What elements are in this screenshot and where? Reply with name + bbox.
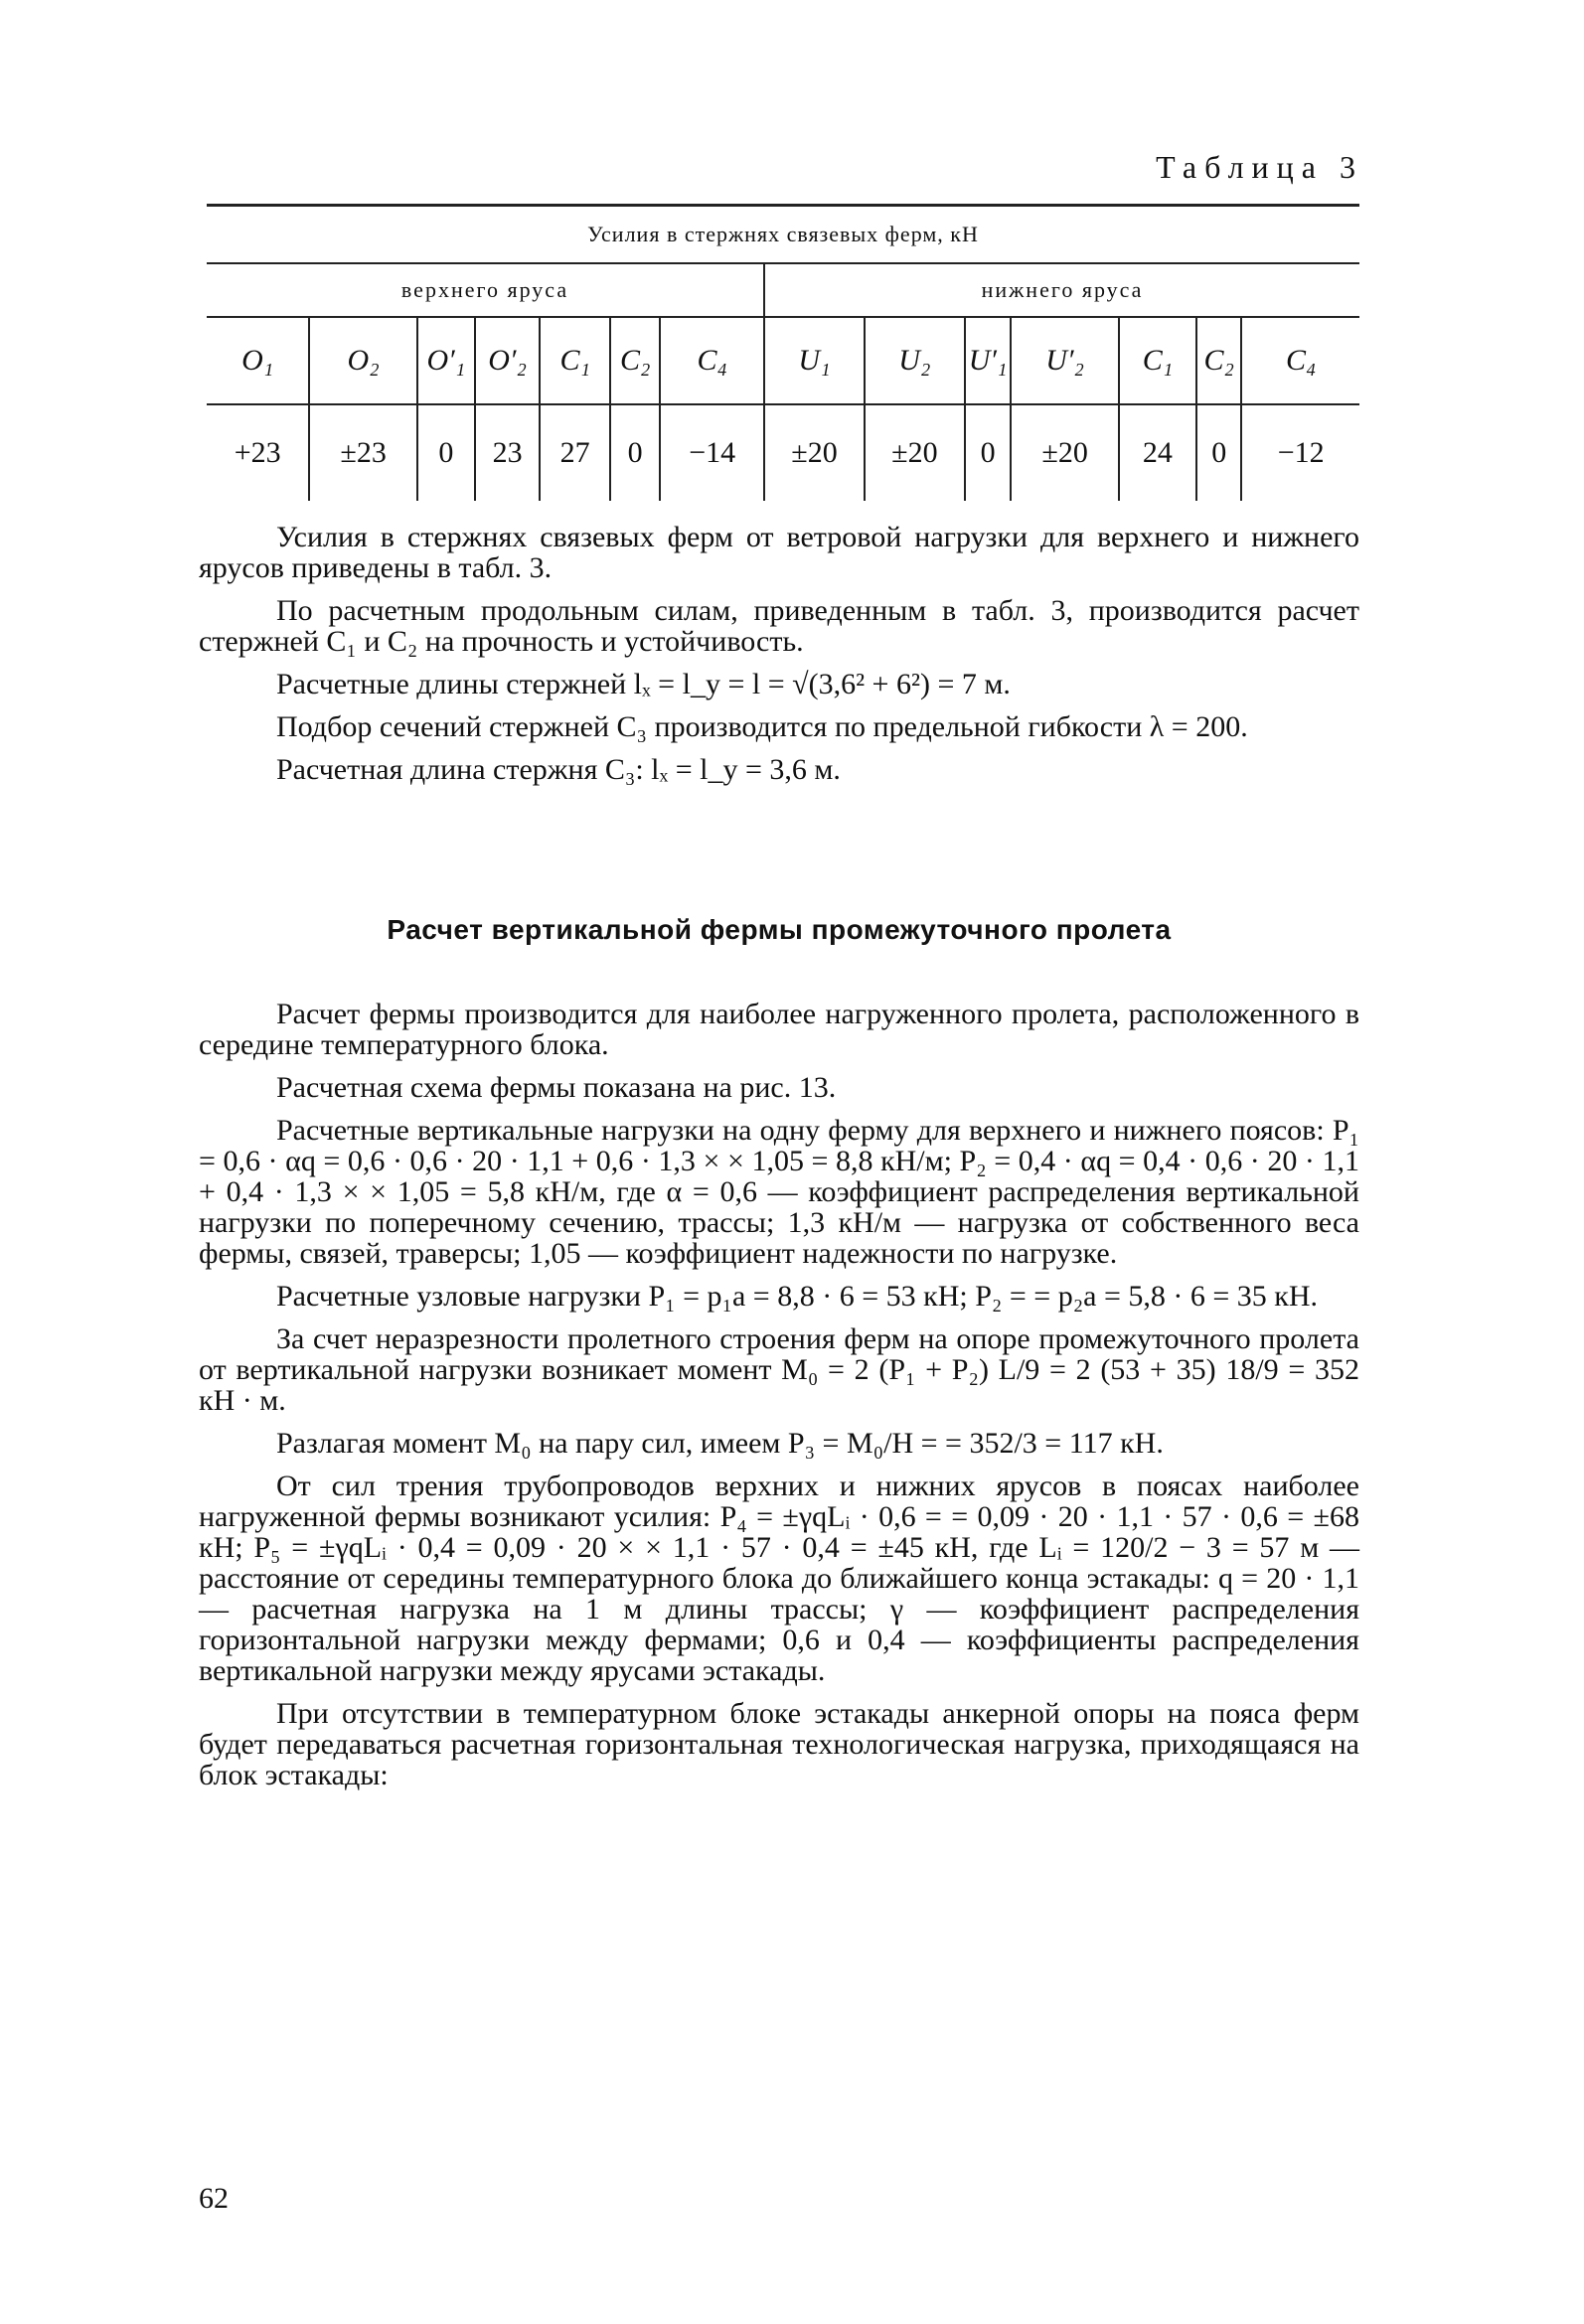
table-cell: −14: [660, 404, 764, 501]
paragraph: Расчетная схема фермы показана на рис. 13.: [276, 1071, 837, 1104]
table-cell: ±20: [865, 404, 965, 501]
section-heading: Расчет вертикальной фермы промежуточного пролета: [387, 914, 1172, 945]
table-caption: Усилия в стержнях связевых ферм, кН: [207, 206, 1359, 264]
paragraph: Расчетные длины стержней lₓ = l_y = l = √(3,6² + 6²) = 7 м.: [276, 668, 1011, 700]
table-cell: 27: [540, 404, 610, 501]
table-cell: ±20: [1011, 404, 1118, 501]
table-row: [207, 404, 1359, 501]
table-cell: 0: [417, 404, 475, 501]
body-text-upper: [199, 522, 1359, 797]
table-cell: ±20: [764, 404, 865, 501]
column-header: U₂: [865, 317, 965, 404]
paragraph: За счет неразрезности пролетного строения ферм на опоре промежуточного пролета от вертикальной нагрузки возникает момент M₀ = 2 (P₁ + P₂) L/9 = 2 (53 + 35) 18/9 = 352 кН · м.: [199, 1322, 1359, 1417]
paragraph: При отсутствии в температурном блоке эстакады анкерной опоры на пояса ферм будет передаваться расчетная горизонтальная технологическая нагрузка, приходящаяся на блок эстакады:: [199, 1697, 1359, 1791]
paragraph: Расчетная длина стержня C₃: lₓ = l_y = 3,6 м.: [276, 753, 841, 786]
column-header: O₂: [309, 317, 416, 404]
paragraph: От сил трения трубопроводов верхних и нижних ярусов в поясах наиболее нагруженной фермы возникают усилия: P₄ = ±γqLᵢ · 0,6 = = 0,09 · 20 · 1,1 · 57 · 0,6 = ±68 кН; P₅ = ±γqLᵢ · 0,4 = 0,09 · 20 × × 1,1 · 57 · 0,4 = ±45 кН, где Lᵢ = 120/2 − 3 = 57 м — расстояние от середины температурного блока до ближайшего конца эстакады: q = 20 · 1,1 — расчетная нагрузка на 1 м длины трассы; γ — коэффициент распределения горизонтальной нагрузки между фермами; 0,6 и 0,4 — коэффициенты распределения вертикальной нагрузки между ярусами эстакады.: [199, 1470, 1359, 1687]
paragraph: Разлагая момент M₀ на пару сил, имеем P₃ = M₀/H = = 352/3 = 117 кН.: [276, 1427, 1164, 1460]
forces-table: [207, 204, 1359, 501]
table-label: Таблица 3: [1156, 149, 1363, 185]
column-header: U₁: [764, 317, 865, 404]
table-header-row: [207, 317, 1359, 404]
paragraph: Усилия в стержнях связевых ферм от ветровой нагрузки для верхнего и нижнего ярусов приведены в табл. 3.: [199, 521, 1359, 584]
forces-table-wrapper: [207, 204, 1359, 501]
column-header: O′₁: [417, 317, 475, 404]
table-cell: −12: [1241, 404, 1359, 501]
table-cell: +23: [207, 404, 309, 501]
paragraph: Расчет фермы производится для наиболее нагруженного пролета, расположенного в середине температурного блока.: [199, 998, 1359, 1061]
group-lower-tier: нижнего яруса: [764, 263, 1359, 317]
column-header: C₄: [660, 317, 764, 404]
table-cell: 0: [610, 404, 660, 501]
column-header: C₂: [1196, 317, 1241, 404]
table-cell: 23: [475, 404, 541, 501]
table-cell: 0: [1196, 404, 1241, 501]
table-cell: ±23: [309, 404, 416, 501]
table-cell: 24: [1119, 404, 1196, 501]
column-header: O′₂: [475, 317, 541, 404]
column-header: O₁: [207, 317, 309, 404]
paragraph: Подбор сечений стержней C₃ производится по предельной гибкости λ = 200.: [276, 710, 1248, 743]
body-text-lower: [199, 999, 1359, 1802]
column-header: C₄: [1241, 317, 1359, 404]
table-cell: 0: [965, 404, 1012, 501]
paragraph: По расчетным продольным силам, приведенным в табл. 3, производится расчет стержней C₁ и C₂ на прочность и устойчивость.: [199, 594, 1359, 658]
column-header: C₁: [1119, 317, 1196, 404]
page-number: 62: [199, 2182, 229, 2215]
paragraph: Расчетные вертикальные нагрузки на одну ферму для верхнего и нижнего поясов: P₁ = 0,6 · αq = 0,6 · 0,6 · 20 · 1,1 + 0,6 · 1,3 × × 1,05 = 8,8 кН/м; P₂ = 0,4 · αq = 0,4 · 0,6 · 20 · 1,1 + 0,4 · 1,3 × × 1,05 = 5,8 кН/м, где α = 0,6 — коэффициент распределения вертикальной нагрузки по поперечному сечению, трассы; 1,3 кН/м — нагрузка от собственного веса фермы, связей, траверсы; 1,05 — коэффициент надежности по нагрузке.: [199, 1114, 1359, 1270]
group-upper-tier: верхнего яруса: [207, 263, 764, 317]
paragraph: Расчетные узловые нагрузки P₁ = p₁a = 8,8 · 6 = 53 кН; P₂ = = p₂a = 5,8 · 6 = 35 кН.: [276, 1280, 1319, 1313]
column-header: U′₂: [1011, 317, 1118, 404]
column-header: C₁: [540, 317, 610, 404]
column-header: C₂: [610, 317, 660, 404]
column-header: U′₁: [965, 317, 1012, 404]
